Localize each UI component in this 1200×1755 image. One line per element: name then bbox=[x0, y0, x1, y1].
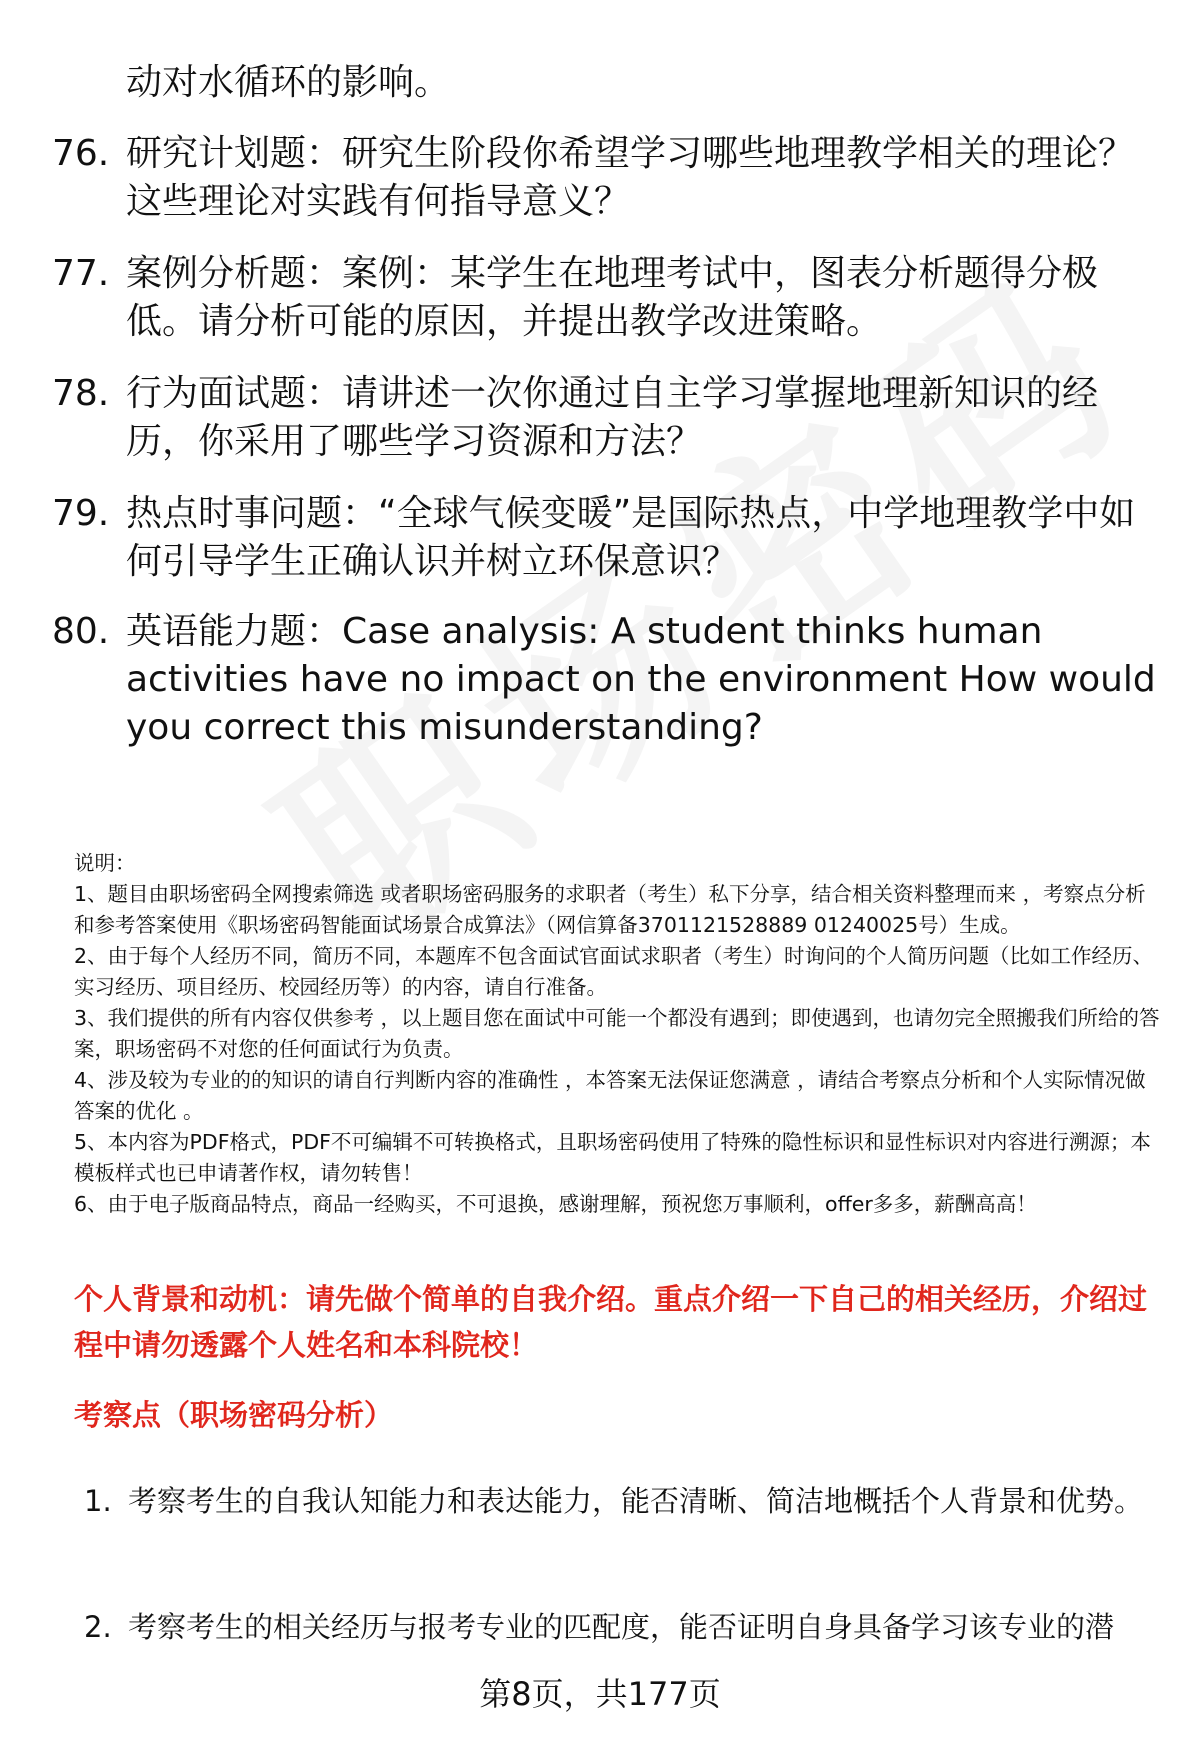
note-item: 6、由于电子版商品特点，商品一经购买，不可退换，感谢理解，预祝您万事顺利，offer多多，薪酬高高！ bbox=[74, 1192, 1037, 1216]
question-79 bbox=[52, 490, 1162, 586]
note-item: 1、题目由职场密码全网搜索筛选 或者职场密码服务的求职者（考生）私下分享，结合相关资料整理而来 ，考察点分析和参考答案使用《职场密码智能面试场景合成算法》（网信算备3701121528889 01240025号）生成。 bbox=[74, 882, 1146, 937]
question-77 bbox=[52, 250, 1162, 346]
point-text: 考察考生的相关经历与报考专业的匹配度，能否证明自身具备学习该专业的潜 bbox=[128, 1610, 1115, 1644]
analysis-point-1 bbox=[84, 1468, 1164, 1534]
section-subtitle: 考察点（职场密码分析） bbox=[74, 1398, 394, 1432]
question-text: 案例分析题：案例：某学生在地理考试中，图表分析题得分极低。请分析可能的原因，并提出教学改进策略。 bbox=[126, 253, 1099, 342]
question-78 bbox=[52, 370, 1162, 466]
continuation-text: 动对水循环的影响。 bbox=[126, 62, 451, 103]
question-76 bbox=[52, 130, 1162, 226]
notes-heading: 说明： bbox=[74, 851, 136, 875]
note-item: 4、涉及较为专业的的知识的请自行判断内容的准确性 ，本答案无法保证您满意 ，请结合考察点分析和个人实际情况做答案的优化 。 bbox=[74, 1068, 1146, 1123]
question-text: 研究计划题：研究生阶段你希望学习哪些地理教学相关的理论？这些理论对实践有何指导意义？ bbox=[126, 133, 1135, 222]
notes-block bbox=[74, 848, 1164, 1220]
page-footer: 第8页，共177页 bbox=[479, 1675, 721, 1713]
question-number: 80. bbox=[52, 611, 110, 652]
section-title: 个人背景和动机：请先做个简单的自我介绍。重点介绍一下自己的相关经历，介绍过程中请勿透露个人姓名和本科院校！ bbox=[74, 1282, 1148, 1362]
point-number: 1. bbox=[84, 1484, 112, 1518]
question-80 bbox=[52, 608, 1162, 752]
point-number: 2. bbox=[84, 1610, 112, 1644]
analysis-point-2 bbox=[84, 1594, 1164, 1660]
question-number: 77. bbox=[52, 253, 110, 294]
note-item: 5、本内容为PDF格式，PDF不可编辑不可转换格式，且职场密码使用了特殊的隐性标识和显性标识对内容进行溯源；本模板样式也已申请著作权，请勿转售！ bbox=[74, 1130, 1151, 1185]
question-text: 行为面试题：请讲述一次你通过自主学习掌握地理新知识的经历，你采用了哪些学习资源和方法？ bbox=[126, 373, 1099, 462]
question-text: 英语能力题：Case analysis: A student thinks human activities have no impact on the environment How would you correct this misunderstanding? bbox=[126, 611, 1156, 748]
question-text: 热点时事问题：“全球气候变暖”是国际热点，中学地理教学中如何引导学生正确认识并树立环保意识？ bbox=[126, 493, 1136, 582]
note-item: 3、我们提供的所有内容仅供参考 ，以上题目您在面试中可能一个都没有遇到；即使遇到，也请勿完全照搬我们所给的答案，职场密码不对您的任何面试行为负责。 bbox=[74, 1006, 1160, 1061]
question-number: 78. bbox=[52, 373, 110, 414]
question-number: 76. bbox=[52, 133, 110, 174]
point-text: 考察考生的自我认知能力和表达能力，能否清晰、简洁地概括个人背景和优势。 bbox=[128, 1484, 1144, 1518]
note-item: 2、由于每个人经历不同，简历不同，本题库不包含面试官面试求职者（考生）时询问的个人简历问题（比如工作经历、实习经历、项目经历、校园经历等）的内容，请自行准备。 bbox=[74, 944, 1154, 999]
question-number: 79. bbox=[52, 493, 110, 534]
